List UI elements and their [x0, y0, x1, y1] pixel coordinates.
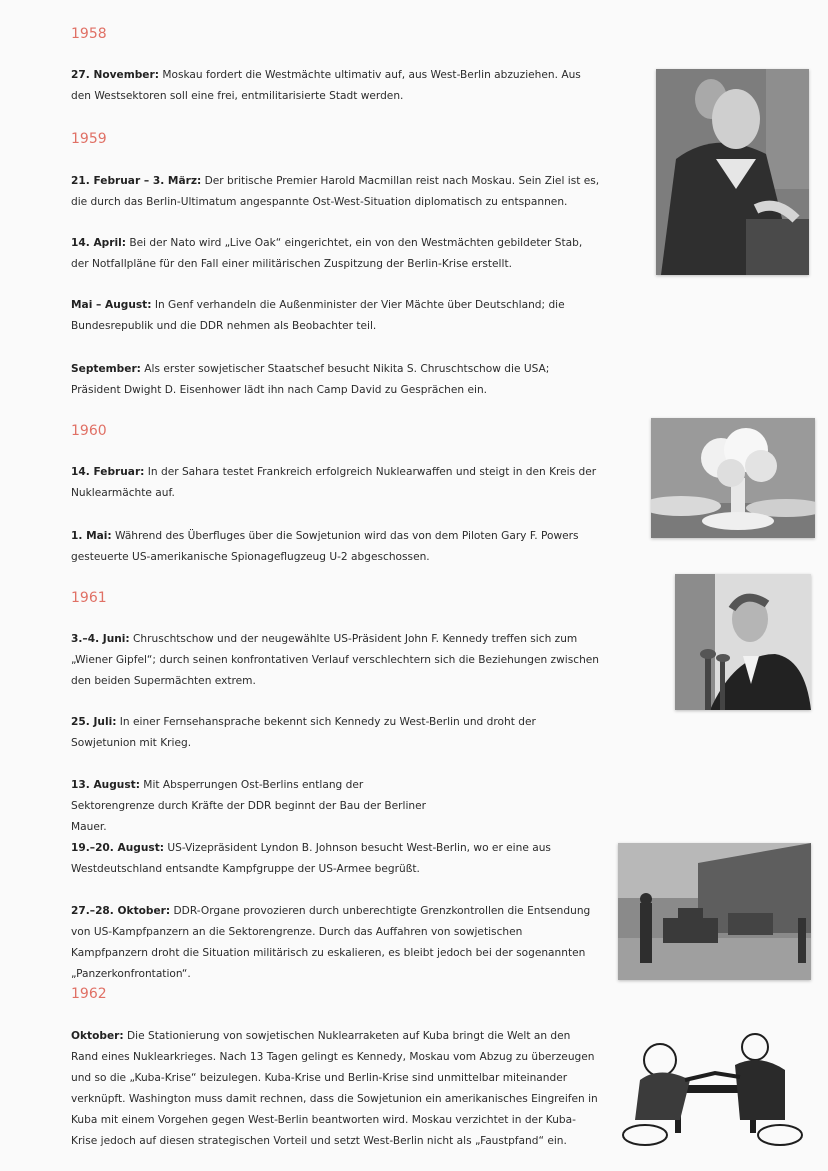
- photo-khrushchev: [656, 69, 809, 275]
- year-heading-1960: 1960: [71, 423, 107, 439]
- timeline-entry-1961-june: [71, 629, 601, 692]
- entry-text: Der britische Premier Harold Macmillan reist nach Moskau. Sein Ziel ist es, die durch das Berlin-Ultimatum angespannte Ost-West-Situation diplomatisch zu entspannen.: [71, 175, 600, 208]
- entry-date: Oktober:: [71, 1030, 124, 1042]
- entry-text-line2: Sektorengrenze durch Kräfte der DDR beginnt der Bau der Berliner Mauer.: [71, 800, 426, 833]
- timeline-entry-1959-mai: [71, 295, 601, 337]
- entry-date: September:: [71, 363, 141, 375]
- timeline-entry-1959-september: [71, 359, 601, 401]
- entry-text: DDR-Organe provozieren durch unberechtigte Grenzkontrollen die Entsendung von US-Kampfpanzern an die Sektorengrenze. Durch das Auffahren von sowjetischen Kampfpanzern droht die Situation militärisch zu eskalieren, es bleibt jedoch bei der sogenannten „Panzerkonfrontation“.: [71, 905, 591, 980]
- timeline-entry-1961-july: [71, 712, 601, 754]
- timeline-entry-1961-august-19: [71, 838, 601, 880]
- year-heading-1959: 1959: [71, 131, 107, 147]
- entry-text: Bei der Nato wird „Live Oak“ eingerichtet, ein von den Westmächten gebildeter Stab, der Notfallpläne für den Fall einer militärischen Zuspitzung der Berlin-Krise erstellt.: [71, 237, 583, 270]
- timeline-entry-1959-february: [71, 171, 601, 213]
- entry-text: Während des Überfluges über die Sowjetunion wird das von dem Piloten Gary F. Powers gesteuerte US-amerikanische Spionageflugzeug U-2 abgeschossen.: [71, 530, 579, 563]
- entry-text: Mit Absperrungen Ost-Berlins entlang der: [139, 779, 364, 791]
- entry-date: 13. August:: [71, 779, 140, 791]
- entry-text: In der Sahara testet Frankreich erfolgreich Nuklearwaffen und steigt in den Kreis der Nuklearmächte auf.: [71, 466, 597, 499]
- timeline-entry-1960-mai: [71, 526, 601, 568]
- entry-text: Als erster sowjetischer Staatschef besucht Nikita S. Chruschtschow die USA; Präsident Dwight D. Eisenhower lädt ihn nach Camp David zu Gesprächen ein.: [71, 363, 550, 396]
- year-heading-1961: 1961: [71, 590, 107, 606]
- photo-tank-confrontation: [618, 843, 811, 980]
- entry-text: Moskau fordert die Westmächte ultimativ auf, aus West-Berlin abzuziehen. Aus den Westsektoren soll eine frei, entmilitarisierte Stadt werden.: [71, 69, 581, 102]
- entry-date: 25. Juli:: [71, 716, 117, 728]
- entry-text: In Genf verhandeln die Außenminister der Vier Mächte über Deutschland; die Bundesrepublik und die DDR nehmen als Beobachter teil.: [71, 299, 565, 332]
- entry-text: Die Stationierung von sowjetischen Nuklearraketen auf Kuba bringt die Welt an den Rand eines Nuklearkrieges. Nach 13 Tagen gelingt es Kennedy, Moskau vom Abzug zu überzeugen und so die „Kuba-Krise“ beizulegen. Kuba-Krise und Berlin-Krise sind unmittelbar miteinander verknüpft. Washington muss damit rechnen, dass die Sowjetunion ein amerikanisches Eingreifen in Kuba mit einem Vorgehen gegen West-Berlin beantworten wird. Moskau verzichtet in der Kuba-Krise jedoch auf diesen strategischen Vorteil und setzt West-Berlin nicht als „Faustpfand“ ein.: [71, 1030, 598, 1147]
- year-heading-1962: 1962: [71, 986, 107, 1002]
- photo-kennedy: [675, 574, 811, 710]
- entry-date: 27. November:: [71, 69, 159, 81]
- entry-text: In einer Fernsehansprache bekennt sich Kennedy zu West-Berlin und droht der Sowjetunion mit Krieg.: [71, 716, 536, 749]
- entry-date: 14. Februar:: [71, 466, 145, 478]
- timeline-entry-1960-february: [71, 462, 601, 504]
- photo-nuclear-test: [651, 418, 815, 538]
- timeline-entry-1961-october: [71, 901, 601, 985]
- entry-date: Mai – August:: [71, 299, 152, 311]
- entry-date: 21. Februar – 3. März:: [71, 175, 202, 187]
- entry-date: 14. April:: [71, 237, 126, 249]
- timeline-entry-1961-august-13: [71, 775, 451, 838]
- entry-text: US-Vizepräsident Lyndon B. Johnson besucht West-Berlin, wo er eine aus Westdeutschland entsandte Kampfgruppe der US-Armee begrüßt.: [71, 842, 551, 875]
- entry-date: 27.–28. Oktober:: [71, 905, 171, 917]
- timeline-entry-1958-november: [71, 65, 601, 107]
- year-heading-1958: 1958: [71, 26, 107, 42]
- entry-date: 1. Mai:: [71, 530, 112, 542]
- entry-text: Chruschtschow und der neugewählte US-Präsident John F. Kennedy treffen sich zum „Wiener Gipfel“; durch seinen konfrontativen Verlauf verschlechtern sich die Beziehungen zwischen den beiden Supermächten extrem.: [71, 633, 600, 687]
- timeline-entry-1962-october: [71, 1026, 599, 1152]
- cartoon-arm-wrestling: [620, 1025, 806, 1150]
- timeline-entry-1959-april: [71, 233, 601, 275]
- entry-date: 19.–20. August:: [71, 842, 164, 854]
- entry-date: 3.–4. Juni:: [71, 633, 130, 645]
